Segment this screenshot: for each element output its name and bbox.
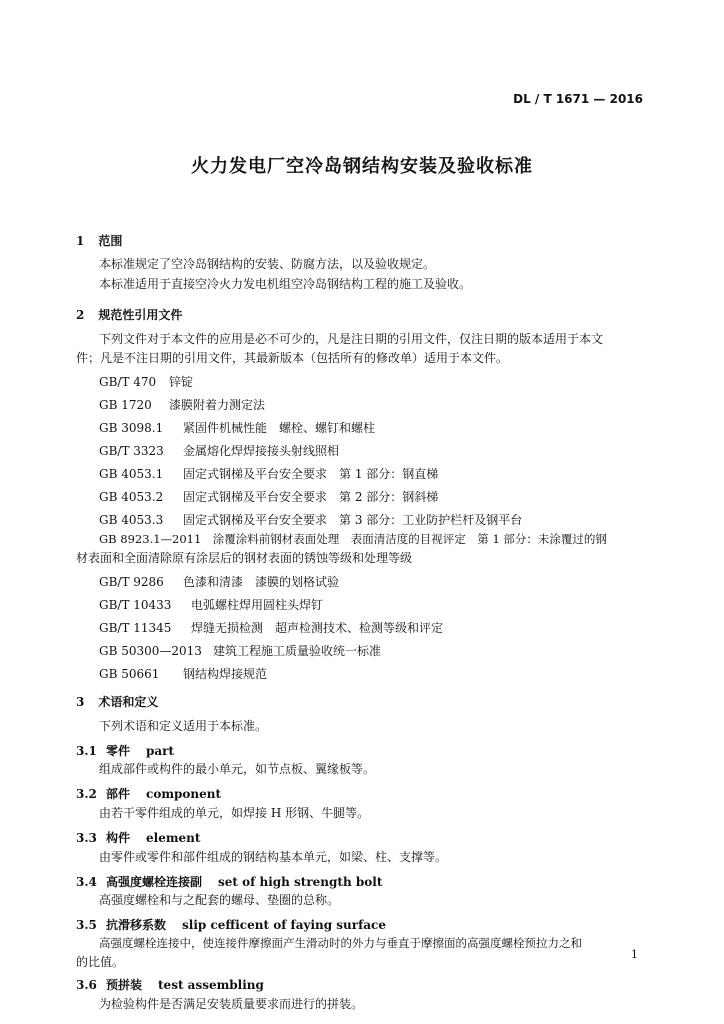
- term-name-cn: 零件: [106, 744, 131, 758]
- term-definition: 为检验构件是否满足安装质量要求而进行的拼装。: [99, 997, 364, 1011]
- reference-code: GB 4053.3: [99, 513, 164, 527]
- reference-title: 金属熔化焊焊接接头射线照相: [183, 444, 340, 458]
- document-code: DL / T 1671 — 2016: [513, 92, 643, 106]
- term-name-en: test assembling: [158, 978, 264, 992]
- paragraph: 本标准规定了空冷岛钢结构的安装、防腐方法，以及验收规定。: [99, 257, 436, 271]
- reference-title: 锌锭: [169, 375, 194, 389]
- reference-title: 固定式钢梯及平台安全要求 第 3 部分：工业防护栏杆及钢平台: [183, 513, 523, 527]
- reference-code: GB/T 3323: [99, 444, 164, 458]
- term-heading: [76, 873, 382, 890]
- term-name-cn: 构件: [106, 831, 131, 845]
- section-2-heading: [76, 306, 182, 323]
- reference-item: [99, 442, 339, 459]
- reference-item: [99, 573, 339, 590]
- reference-item: [99, 373, 193, 390]
- term-name-en: slip cefficent of faying surface: [182, 918, 386, 932]
- reference-item-long: GB 8923.1—2011 涂覆涂料前钢材表面处理 表面清洁度的目视评定 第 1 部分：未涂覆过的钢: [99, 532, 607, 546]
- reference-code: GB 4053.1: [99, 467, 164, 481]
- section-number: 1: [76, 234, 85, 248]
- term-number: 3.1: [76, 744, 97, 758]
- term-heading: [76, 916, 386, 933]
- reference-item: [99, 596, 323, 613]
- section-title: 规范性引用文件: [98, 308, 183, 322]
- reference-title: 固定式钢梯及平台安全要求 第 1 部分：钢直梯: [183, 467, 439, 481]
- section-number: 3: [76, 695, 85, 709]
- reference-title: 固定式钢梯及平台安全要求 第 2 部分：钢斜梯: [183, 490, 439, 504]
- reference-title: 电弧螺柱焊用圆柱头焊钉: [191, 598, 324, 612]
- term-name-en: set of high strength bolt: [218, 875, 383, 889]
- term-name-cn: 高强度螺栓连接副: [106, 875, 203, 889]
- section-title: 术语和定义: [98, 695, 159, 709]
- term-name-cn: 预拼装: [106, 978, 143, 992]
- reference-item: [99, 619, 443, 636]
- term-heading: [76, 742, 174, 759]
- reference-code: GB 50661: [99, 667, 160, 681]
- reference-code: GB/T 11345: [99, 621, 172, 635]
- reference-code: GB 4053.2: [99, 490, 164, 504]
- reference-code: GB/T 10433: [99, 598, 172, 612]
- reference-title: 色漆和清漆 漆膜的划格试验: [183, 575, 340, 589]
- section-title: 范围: [98, 234, 123, 248]
- term-definition: 由零件或零件和部件组成的钢结构基本单元，如梁、柱、支撑等。: [99, 850, 448, 864]
- term-definition-continued: 的比值。: [76, 955, 125, 969]
- term-name-cn: 部件: [106, 787, 131, 801]
- document-title: 火力发电厂空冷岛钢结构安装及验收标准: [191, 156, 533, 177]
- term-name-en: element: [146, 831, 201, 845]
- reference-title: 紧固件机械性能 螺栓、螺钉和螺柱: [183, 421, 376, 435]
- reference-item: [99, 665, 267, 682]
- reference-item: [99, 465, 438, 482]
- reference-code: GB 3098.1: [99, 421, 164, 435]
- paragraph: 下列文件对于本文件的应用是必不可少的，凡是注日期的引用文件，仅注日期的版本适用于本文: [99, 332, 604, 346]
- reference-item: [99, 642, 381, 659]
- term-name-cn: 抗滑移系数: [106, 918, 167, 932]
- reference-title: 建筑工程施工质量验收统一标准: [213, 644, 382, 658]
- reference-title: 焊缝无损检测 超声检测技术、检测等级和评定: [191, 621, 444, 635]
- term-number: 3.5: [76, 918, 97, 932]
- term-heading: [76, 976, 264, 993]
- reference-code: GB/T 470: [99, 375, 157, 389]
- section-1-heading: [76, 232, 122, 249]
- reference-title: 漆膜附着力测定法: [169, 398, 266, 412]
- term-name-en: part: [146, 744, 175, 758]
- term-definition: 由若干零件组成的单元，如焊接 H 形钢、牛腿等。: [99, 806, 370, 820]
- reference-item: [99, 419, 375, 436]
- paragraph: 件；凡是不注日期的引用文件，其最新版本（包括所有的修改单）适用于本文件。: [76, 351, 509, 365]
- reference-item-long-continued: 材表面和全面清除原有涂层后的钢材表面的锈蚀等级和处理等级: [76, 551, 413, 565]
- reference-title: 钢结构焊接规范: [183, 667, 268, 681]
- page-number: 1: [631, 948, 638, 961]
- term-heading: [76, 829, 200, 846]
- reference-code: GB 1720: [99, 398, 152, 412]
- reference-code: GB/T 9286: [99, 575, 164, 589]
- reference-code: GB 50300—2013: [99, 644, 202, 658]
- term-heading: [76, 785, 221, 802]
- term-definition: 组成部件或构件的最小单元，如节点板、翼缘板等。: [99, 762, 376, 776]
- paragraph: 本标准适用于直接空冷火力发电机组空冷岛钢结构工程的施工及验收。: [99, 277, 472, 291]
- term-number: 3.3: [76, 831, 97, 845]
- reference-item: [99, 488, 438, 505]
- term-name-en: component: [146, 787, 222, 801]
- paragraph: 下列术语和定义适用于本标准。: [99, 719, 268, 733]
- term-number: 3.2: [76, 787, 97, 801]
- reference-item: [99, 511, 522, 528]
- term-definition: 高强度螺栓和与之配套的螺母、垫圈的总称。: [99, 893, 340, 907]
- term-definition: 高强度螺栓连接中，使连接件摩擦面产生滑动时的外力与垂直于摩擦面的高强度螺栓预拉力之和: [99, 936, 582, 950]
- section-3-heading: [76, 693, 158, 710]
- section-number: 2: [76, 308, 85, 322]
- reference-item: [99, 396, 265, 413]
- term-number: 3.4: [76, 875, 97, 889]
- term-number: 3.6: [76, 978, 97, 992]
